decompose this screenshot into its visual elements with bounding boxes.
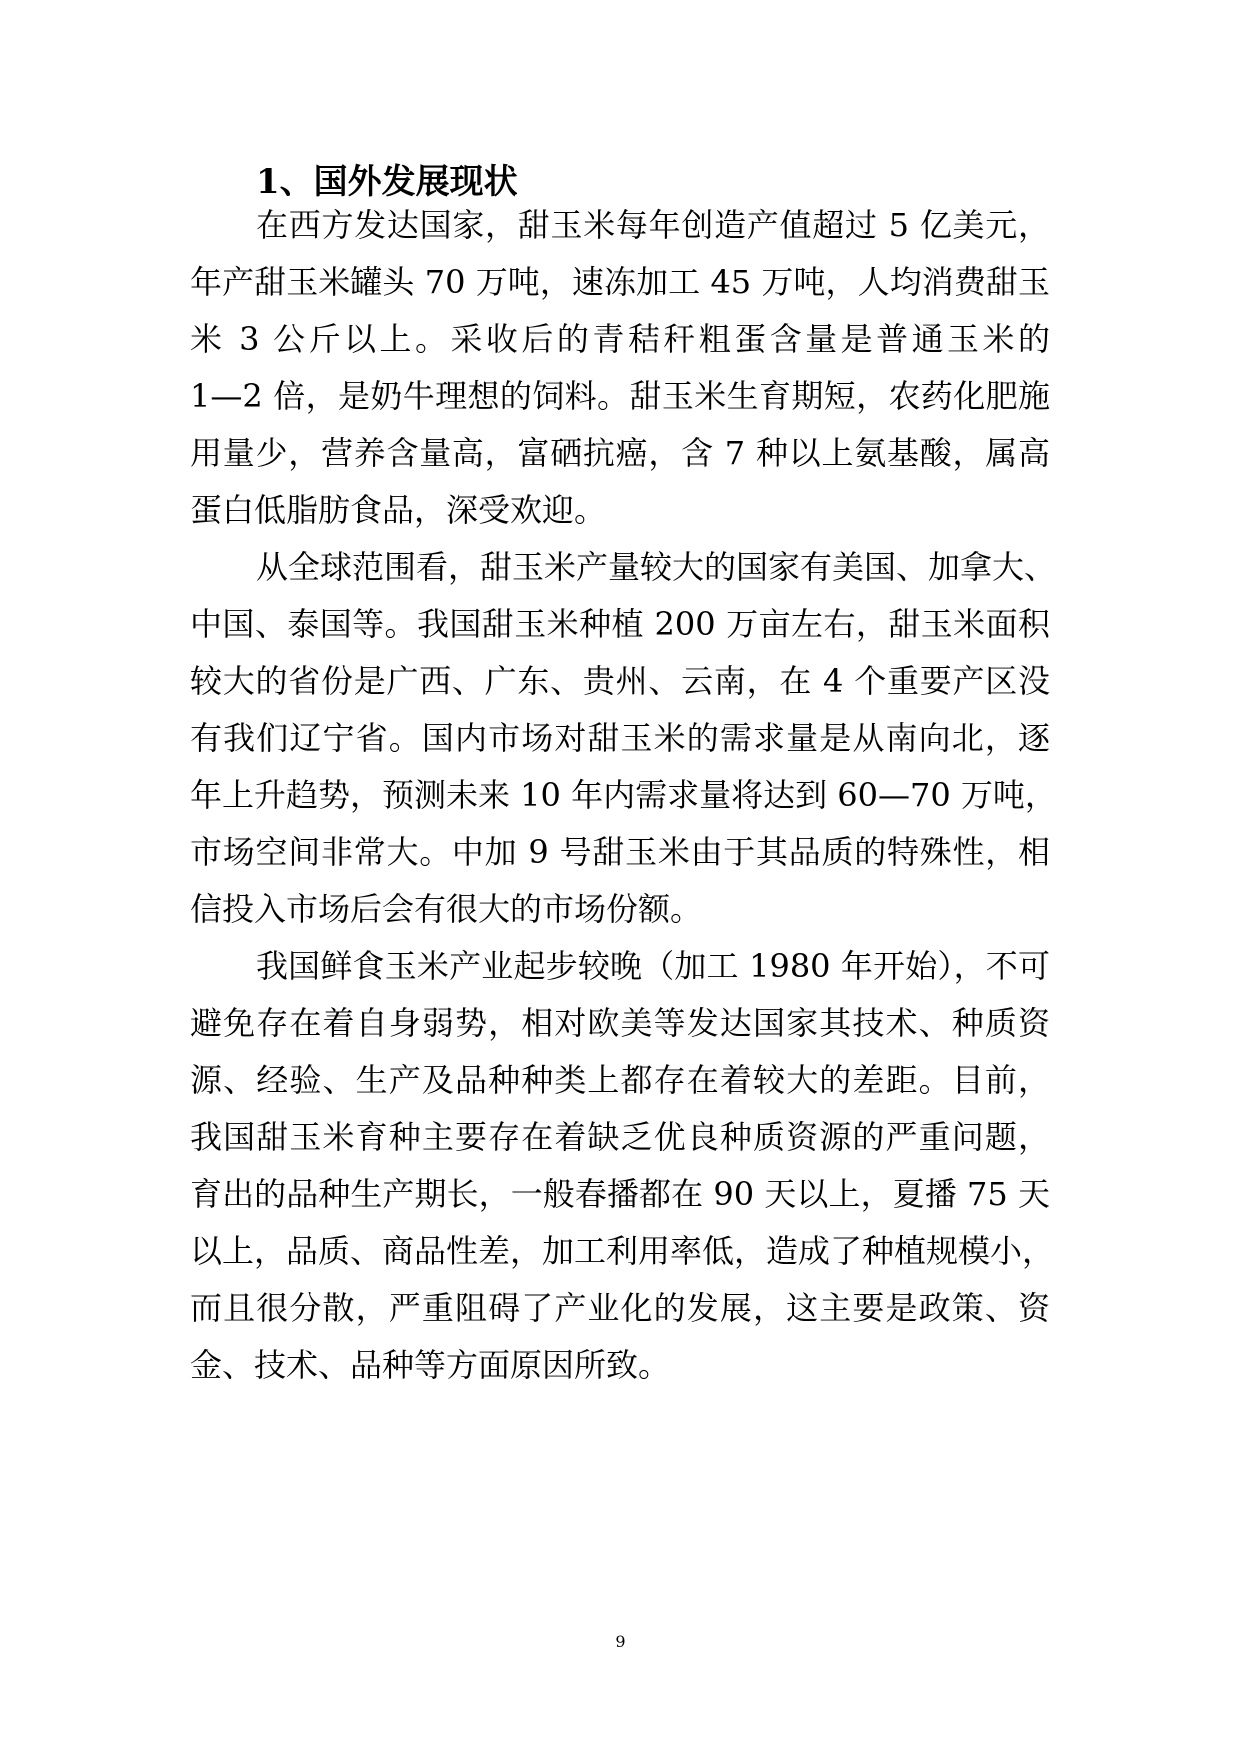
paragraph-1-line-1: 在西方发达国家，甜玉米每年创造产值超过 5 亿美元， [256, 206, 1050, 244]
paragraph-3-line-6: 以上，品质、商品性差，加工利用率低，造成了种植规模小， [190, 1232, 1055, 1270]
paragraph-2-line-3: 较大的省份是广西、广东、贵州、云南，在 4 个重要产区没 [190, 662, 1050, 700]
page-number: 9 [615, 1632, 626, 1651]
paragraph-3-line-8: 金、技术、品种等方面原因所致。 [190, 1346, 671, 1384]
paragraph-1-line-3: 米 3 公斤以上。采收后的青秸秆粗蛋含量是普通玉米的 [190, 320, 1050, 358]
paragraph-1-line-4: 1—2 倍，是奶牛理想的饲料。甜玉米生育期短，农药化肥施 [190, 377, 1050, 415]
paragraph-3-line-4: 我国甜玉米育种主要存在着缺乏优良种质资源的严重问题， [190, 1118, 1050, 1156]
paragraph-1-line-2: 年产甜玉米罐头 70 万吨，速冻加工 45 万吨，人均消费甜玉 [190, 263, 1050, 301]
paragraph-1-line-6: 蛋白低脂肪食品，深受欢迎。 [190, 491, 607, 529]
paragraph-3-line-5: 育出的品种生产期长，一般春播都在 90 天以上，夏播 75 天 [190, 1175, 1050, 1213]
paragraph-2-line-1: 从全球范围看，甜玉米产量较大的国家有美国、加拿大、 [256, 548, 1057, 586]
paragraph-2-line-2: 中国、泰国等。我国甜玉米种植 200 万亩左右，甜玉米面积 [190, 605, 1050, 643]
paragraph-2-line-7: 信投入市场后会有很大的市场份额。 [190, 890, 703, 928]
section-heading: 1、国外发展现状 [256, 162, 518, 202]
paragraph-3-line-7: 而且很分散，严重阻碍了产业化的发展，这主要是政策、资 [190, 1289, 1050, 1327]
paragraph-3-line-3: 源、经验、生产及品种种类上都存在着较大的差距。目前， [190, 1061, 1050, 1099]
paragraph-1-line-5: 用量少，营养含量高，富硒抗癌，含 7 种以上氨基酸，属高 [190, 434, 1050, 472]
paragraph-2-line-6: 市场空间非常大。中加 9 号甜玉米由于其品质的特殊性，相 [190, 833, 1050, 871]
paragraph-3-line-1: 我国鲜食玉米产业起步较晚（加工 1980 年开始），不可 [256, 947, 1050, 985]
paragraph-2-line-4: 有我们辽宁省。国内市场对甜玉米的需求量是从南向北，逐 [190, 719, 1050, 757]
paragraph-3-line-2: 避免存在着自身弱势，相对欧美等发达国家其技术、种质资 [190, 1004, 1050, 1042]
paragraph-2-line-5: 年上升趋势，预测未来 10 年内需求量将达到 60—70 万吨， [190, 776, 1057, 814]
